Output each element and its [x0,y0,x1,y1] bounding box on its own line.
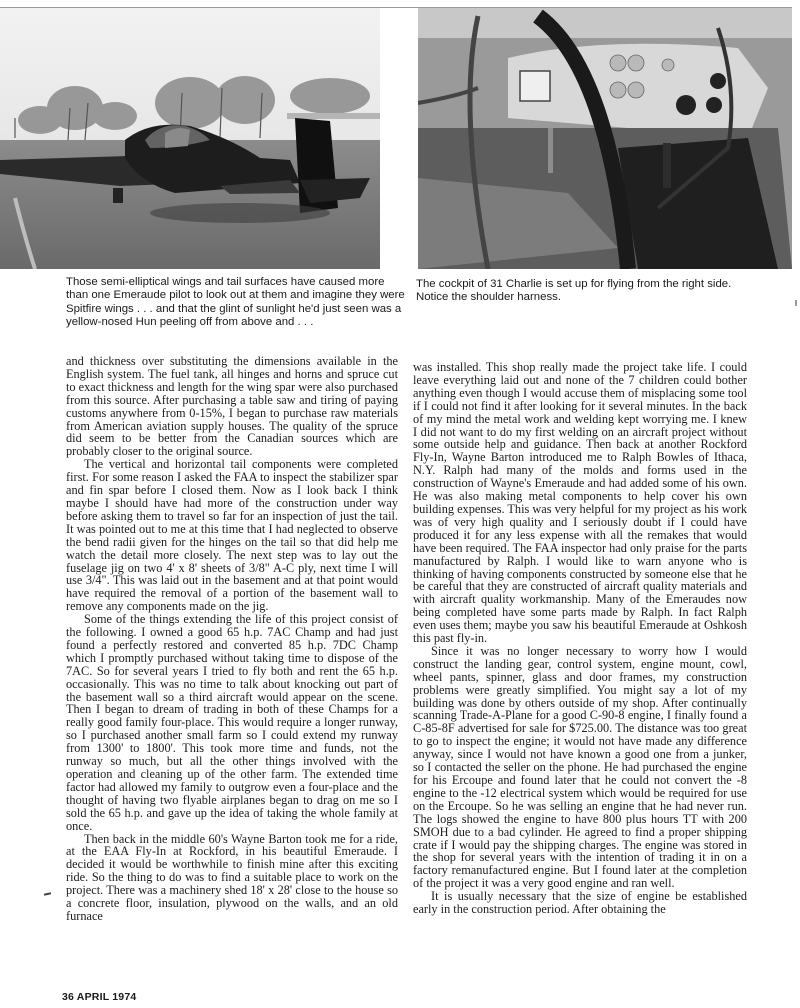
paragraph: Then back in the middle 60's Wayne Barton took me for a ride, at the EAA Fly-In at Rockford, in his beautiful Emeraude. I decided it would be worthwhile to finish mine after this exciting ride. So the thing to do was to find a suitable place to work on the project. There was a machinery shed 18' x 28' close to the house so a concrete floor, insulation, plywood on the walls, and an old furnace [66,831,398,923]
margin-pen-mark [44,892,51,895]
photo-emeraude-on-grass [0,8,380,269]
paragraph: was installed. This shop really made the project take life. I could leave everything laid out and none of the 7 children could bother anything even though I would accuse them of misplacing some tool if I could not find it after looking for it several minutes. In the back of my mind the metal work and welding kept worrying me. I knew I did not want to do my first welding on an aircraft project without some outside help and guidance. Then back at another Rockford Fly-In, Wayne Barton introduced me to Ralph Bowles of Ithaca, N.Y. Ralph had many of the molds and forms used in the construction of Wayne's Emeraude and had added some of his own. He was also making metal components to help cover his own building expenses. This was very helpful for my project as his work was of very high quality and I seriously doubt if I could have produced it for any less expense with all the remakes that would have been required. The FAA inspector had only praise for the parts manufactured by Ralph. I would like to warn anyone who is thinking of having components constructed by someone else that he be careful that they are constructed of aircraft quality materials and with aircraft quality workmanship. Many of the Emeraudes now being completed have some parts made by Ralph. In fact Ralph even uses them; maybe you saw his beautiful Emeraude at Oshkosh this past fly-in. [413,360,747,646]
article-column-left [66,355,398,923]
page-folio: 36 APRIL 1974 [62,991,137,1003]
photo-caption-right: The cockpit of 31 Charlie is set up for flying from the right side. Notice the shoulder harness. [416,278,732,304]
paragraph: Since it was no longer necessary to worry how I would construct the landing gear, control system, engine mount, cowl, wheel pants, spinner, glass and door frames, my construction problems were greatly simplified. You might say a lot of my building was done by others outside of my shop. After continually scanning Trade-A-Plane for a good C-90-8 engine, I finally found a C-85-8F advertised for sale for $725.00. The distance was too great to go to inspect the engine; it would not have made any difference anyway, since I would not have known a good one from a junker, so I contacted the seller on the phone. He had purchased the engine for his Ercoupe and found later that he could not convert the -8 engine to the -12 electrical system which would be required for use on the Ercoupe. So he was selling an engine that he had never run. The logs showed the engine to have 800 plus hours TT with 200 SMOH due to a bad cylinder. He agreed to find a proper shipping crate if I would pay the shipping charges. The engine was stored in the shop for several years with the intention of trading it in on a factory remanufactured engine. But I found later at the completion of the project it was a very good engine and ran well. [413,643,747,891]
cockpit-photo-image [418,8,792,269]
aircraft-photo-image [0,8,380,269]
paragraph: It is usually necessary that the size of engine be established early in the construction period. After obtaining the [413,889,747,917]
photo-caption-left: Those semi-elliptical wings and tail surfaces have caused more than one Emeraude pilot to look out at them and imagine they were Spitfire wings . . . and that the glint of sunlight he'd just seen was a yellow-nosed Hun peeling off from above and . . . [66,276,405,329]
paragraph: The vertical and horizontal tail components were completed first. For some reason I asked the FAA to inspect the stabilizer spar and fin spar before I closed them. Now as I look back I think maybe I should have had more of the construction under way before asking them to travel so far for an inspection of just the tail. It was pointed out to me at this time that I had neglected to observe the bend radii given for the hinges on the tail so that did help me watch the detail more closely. The next step was to lay out the fuselage jig on two 4' x 8' sheets of 3/8" A-C ply, next time I will use 3/4". This was laid out in the basement and at that point would have required the removal of a portion of the basement wall to remove any components made on the jig. [66,457,398,614]
article-column-right [413,361,747,916]
margin-tick [795,300,797,306]
photo-cockpit [418,8,792,269]
paragraph: and thickness over substituting the dimensions available in the English system. The fuel tank, all hinges and horns and spruce cut to exact thickness and length for the wing spar were also purchased from this source. After purchasing a table saw and tiring of paying customs anywhere from 0-15%, I began to purchase raw materials from American aviation supply houses. The quality of the spruce did seem to be better from the Canadian sources which are probably closer to the original source. [66,354,398,459]
paragraph: Some of the things extending the life of this project consist of the following. I owned a good 65 h.p. 7AC Champ and had just found a perfectly restored and converted 85 h.p. 7DC Champ which I promptly purchased without taking time to dispose of the 7AC. So for several years I tried to fly both and rent the 65 h.p. occasionally. This was no time to talk about knocking out part of the basement wall so a third aircraft would appear on the scene. Then I began to dream of trading in both of these Champs for a really good family four-place. This would require a longer runway, so I purchased another small farm so I could extend my runway from 1300' to 1800'. This took more time and funds, not the runway so much, but all the other things involved with the operation and cleaning up of the other farm. The extended time factor had allowed my family to outgrow even a four-place and the thought of having two flyable airplanes began to drag on me so I sold the 65 h.p. and gave up the idea of taking the whole family at once. [66,612,398,833]
